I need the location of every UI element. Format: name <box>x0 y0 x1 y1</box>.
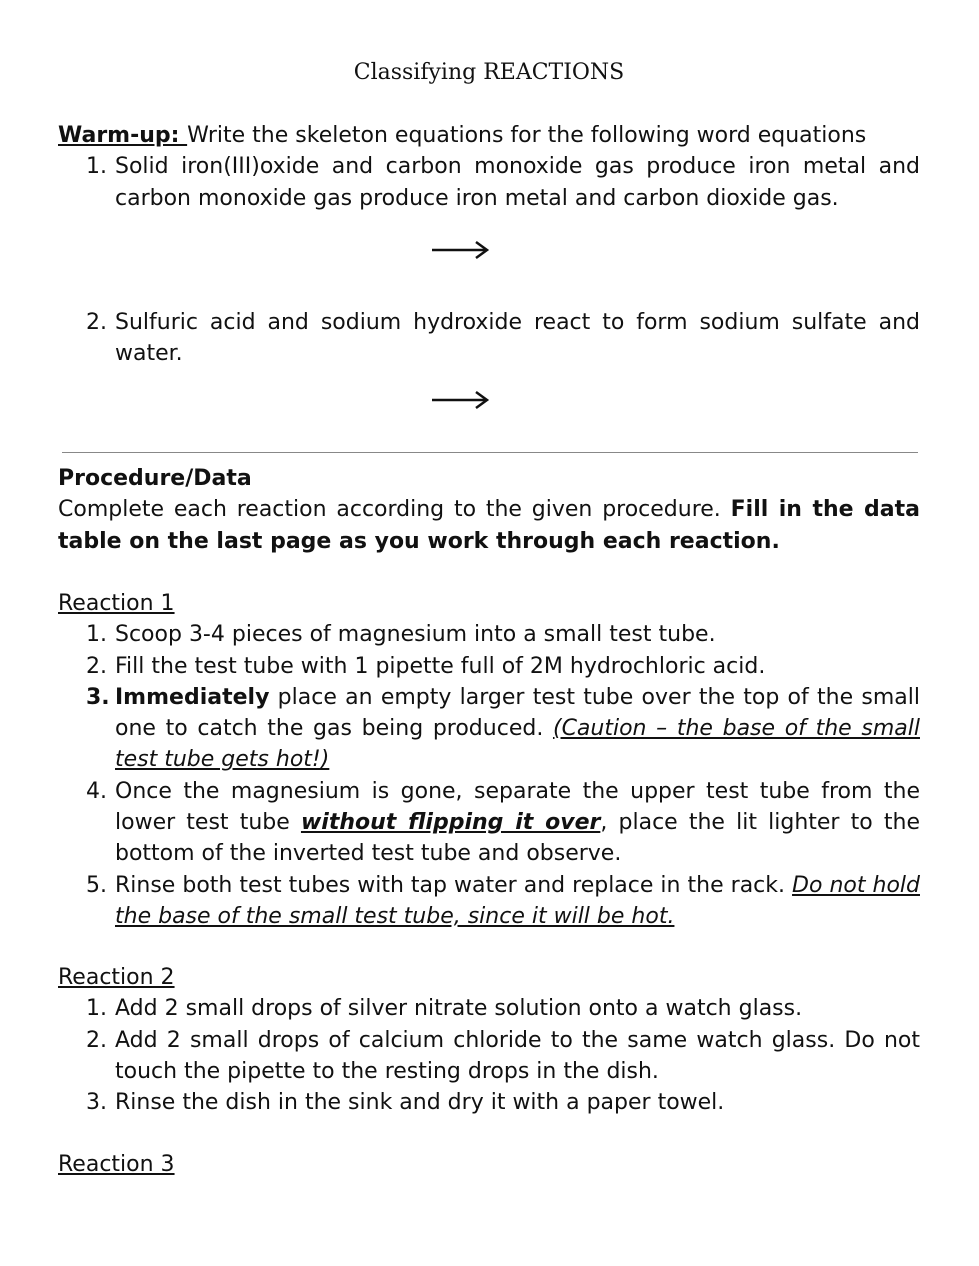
step-number: 2. <box>86 1027 107 1053</box>
step-emphasis: without flipping it over <box>300 810 601 836</box>
page-title: Classifying REACTIONS <box>353 60 625 85</box>
reaction-1-heading: Reaction 1 <box>58 591 175 616</box>
list-item <box>58 651 920 682</box>
procedure-section <box>58 463 920 557</box>
step-text: place an empty larger test tube over the top of the small one to catch the gas being produced. <box>115 684 920 742</box>
step-number: 1. <box>86 996 107 1022</box>
warmup-item-text: Sulfuric acid and sodium hydroxide react to form sodium sulfate and water. <box>115 310 920 367</box>
step-text: Fill the test tube with 1 pipette full of 2M hydrochloric acid. <box>115 653 766 679</box>
warmup-section <box>58 120 920 214</box>
reaction-2-section <box>58 962 920 1118</box>
reaction-arrow-icon <box>430 240 490 260</box>
step-number: 3. <box>86 1090 107 1116</box>
procedure-heading: Procedure/Data <box>58 466 252 491</box>
warmup-text: Write the skeleton equations for the following word equations <box>187 123 867 148</box>
caution-note: (Caution – the base of the small test tube gets hot!) <box>115 716 920 773</box>
step-text: Add 2 small drops of calcium chloride to the same watch glass. Do not touch the pipette to the resting drops in the dish. <box>115 1027 920 1084</box>
step-text: Once the magnesium is gone, separate the upper test tube from the lower test tube <box>115 778 920 836</box>
step-number: 1. <box>86 622 107 648</box>
step-number: 2. <box>86 653 107 679</box>
step-number: 3. <box>86 684 110 710</box>
reaction-2-steps <box>58 993 920 1118</box>
procedure-intro <box>58 494 920 557</box>
procedure-intro-bold: Fill in the data table on the last page as you work through each reaction. <box>58 497 920 554</box>
warmup-item-1 <box>58 151 920 214</box>
step-text: , place the lit lighter to the bottom of the inverted test tube and observe. <box>115 810 920 867</box>
warmup-instruction <box>58 120 920 151</box>
section-divider <box>62 452 918 453</box>
warmup-section-2 <box>58 307 920 370</box>
warmup-label: Warm-up: <box>58 123 188 148</box>
step-emphasis: Immediately <box>115 684 270 710</box>
step-text: Rinse the dish in the sink and dry it with a paper towel. <box>115 1090 725 1116</box>
procedure-intro-text: Complete each reaction according to the given procedure. <box>58 497 731 523</box>
list-item <box>58 1087 920 1118</box>
warmup-item-text: Solid iron(III)oxide and carbon monoxide gas produce iron metal and carbon monoxide gas produce iron metal and carbon dioxide gas. <box>115 154 920 211</box>
reaction-3-section <box>58 1149 920 1180</box>
step-number: 5. <box>86 872 107 898</box>
step-text: Rinse both test tubes with tap water and replace in the rack. <box>115 872 793 898</box>
reaction-1-steps <box>58 619 920 932</box>
list-item <box>58 870 920 933</box>
warmup-list-2 <box>58 307 920 370</box>
list-item <box>58 619 920 650</box>
reaction-3-heading: Reaction 3 <box>58 1152 175 1177</box>
warmup-item-2 <box>58 307 920 370</box>
reaction-2-heading: Reaction 2 <box>58 965 175 990</box>
warmup-list <box>58 151 920 214</box>
warning-note: Do not hold the base of the small test tube, since it will be hot. <box>115 872 920 929</box>
warmup-item-number: 1. <box>86 154 107 180</box>
list-item <box>58 1025 920 1088</box>
step-text: Scoop 3-4 pieces of magnesium into a small test tube. <box>115 622 716 648</box>
reaction-1-section <box>58 588 920 932</box>
list-item <box>58 682 920 776</box>
step-text: Add 2 small drops of silver nitrate solution onto a watch glass. <box>115 996 803 1022</box>
warmup-item-number: 2. <box>86 310 107 335</box>
reaction-arrow-icon <box>430 390 490 410</box>
step-number: 4. <box>86 778 107 804</box>
list-item <box>58 776 920 870</box>
list-item <box>58 993 920 1024</box>
